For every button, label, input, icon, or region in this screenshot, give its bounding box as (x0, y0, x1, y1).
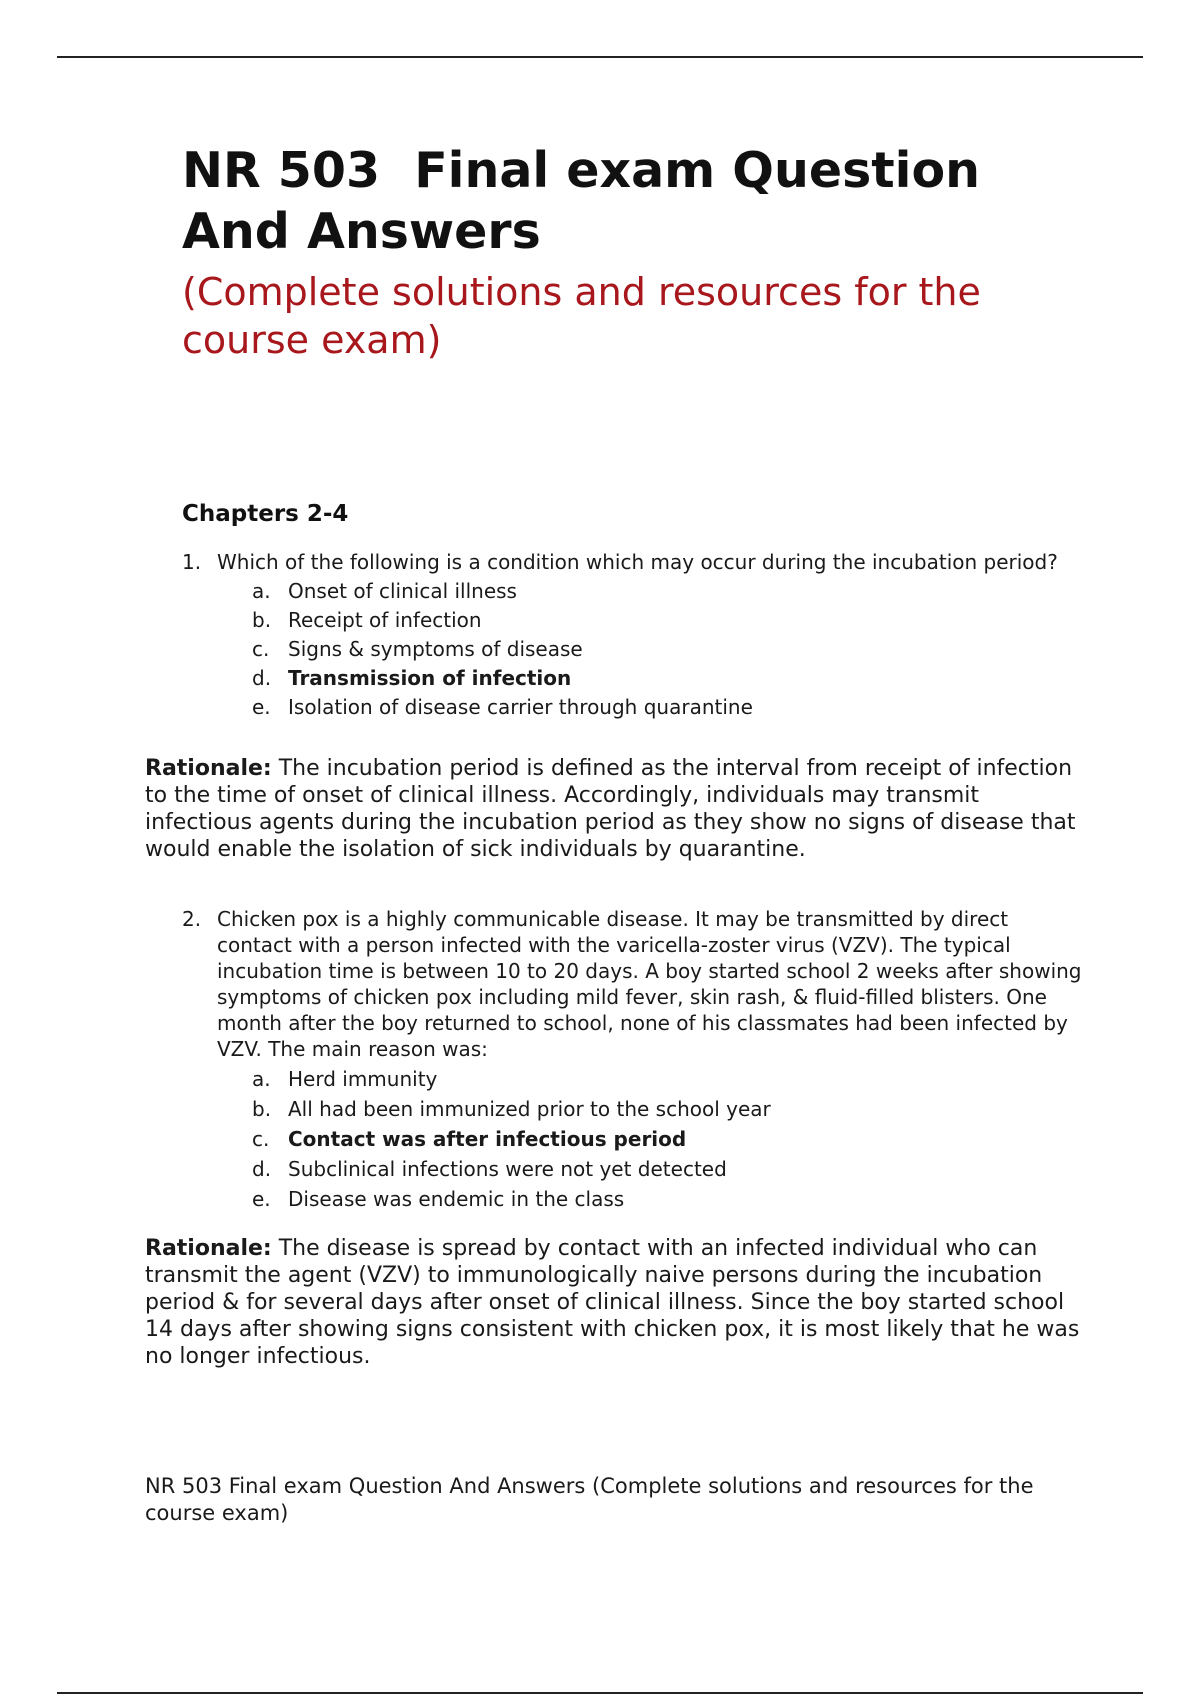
option-text: Disease was endemic in the class (288, 1187, 625, 1211)
option-letter: b. (252, 1097, 272, 1121)
option-c (252, 635, 1082, 664)
rationale-text: The incubation period is defined as the interval from receipt of infection to the time of onset of clinical illness. Accordingly, individuals may transmit infectious agents during the incubation period as they show no signs of disease that would enable the isolation of sick individuals by quarantine. (145, 756, 1076, 862)
answer-options (252, 577, 1082, 722)
option-e (252, 693, 1082, 722)
rationale-1 (145, 755, 1090, 863)
question-number: 1. (182, 550, 202, 574)
option-e (252, 1184, 1082, 1214)
option-text: Receipt of infection (288, 608, 482, 632)
option-text: Contact was after infectious period (288, 1127, 687, 1151)
bottom-rule (57, 1692, 1143, 1694)
rationale-label: Rationale: (145, 1236, 272, 1261)
document-title: NR 503 Final exam Question And Answers (182, 142, 998, 260)
option-d-correct (252, 664, 1082, 693)
option-text: Herd immunity (288, 1067, 438, 1091)
option-letter: a. (252, 579, 271, 603)
rationale-2 (145, 1235, 1090, 1370)
option-text: Transmission of infection (288, 666, 572, 690)
option-letter: c. (252, 637, 270, 661)
option-letter: d. (252, 1157, 272, 1181)
option-b (252, 1094, 1082, 1124)
title-block (182, 140, 1062, 364)
option-b (252, 606, 1082, 635)
question-1 (182, 549, 1082, 722)
question-2 (182, 906, 1082, 1214)
option-c-correct (252, 1124, 1082, 1154)
option-letter: c. (252, 1127, 270, 1151)
option-text: All had been immunized prior to the school year (288, 1097, 771, 1121)
question-number: 2. (182, 907, 202, 931)
option-text: Isolation of disease carrier through quarantine (288, 695, 753, 719)
rationale-text: The disease is spread by contact with an infected individual who can transmit the agent (VZV) to immunologically naive persons during the incubation period & for several days after onset of clinical illness. Since the boy started school 14 days after showing signs consistent with chicken pox, it is most likely that he was no longer infectious. (145, 1236, 1080, 1369)
option-text: Signs & symptoms of disease (288, 637, 583, 661)
question-text: Which of the following is a condition which may occur during the incubation period? (217, 550, 1058, 574)
option-a (252, 1064, 1082, 1094)
option-letter: b. (252, 608, 272, 632)
page-footer: NR 503 Final exam Question And Answers (Complete solutions and resources for the course exam) (145, 1474, 1034, 1525)
option-letter: d. (252, 666, 272, 690)
document-subtitle: (Complete solutions and resources for the course exam) (182, 270, 981, 362)
chapter-heading: Chapters 2-4 (182, 501, 349, 527)
answer-options (252, 1064, 1082, 1214)
option-d (252, 1154, 1082, 1184)
rationale-label: Rationale: (145, 756, 272, 781)
option-text: Onset of clinical illness (288, 579, 517, 603)
option-letter: a. (252, 1067, 271, 1091)
option-letter: e. (252, 695, 271, 719)
question-text: Chicken pox is a highly communicable disease. It may be transmitted by direct contact with a person infected with the varicella-zoster virus (VZV). The typical incubation time is between 10 to 20 days. A boy started school 2 weeks after showing symptoms of chicken pox including mild fever, skin rash, & fluid-filled blisters. One month after the boy returned to school, none of his classmates had been infected by VZV. The main reason was: (217, 907, 1082, 1061)
top-rule (57, 56, 1143, 58)
option-letter: e. (252, 1187, 271, 1211)
option-a (252, 577, 1082, 606)
option-text: Subclinical infections were not yet detected (288, 1157, 727, 1181)
